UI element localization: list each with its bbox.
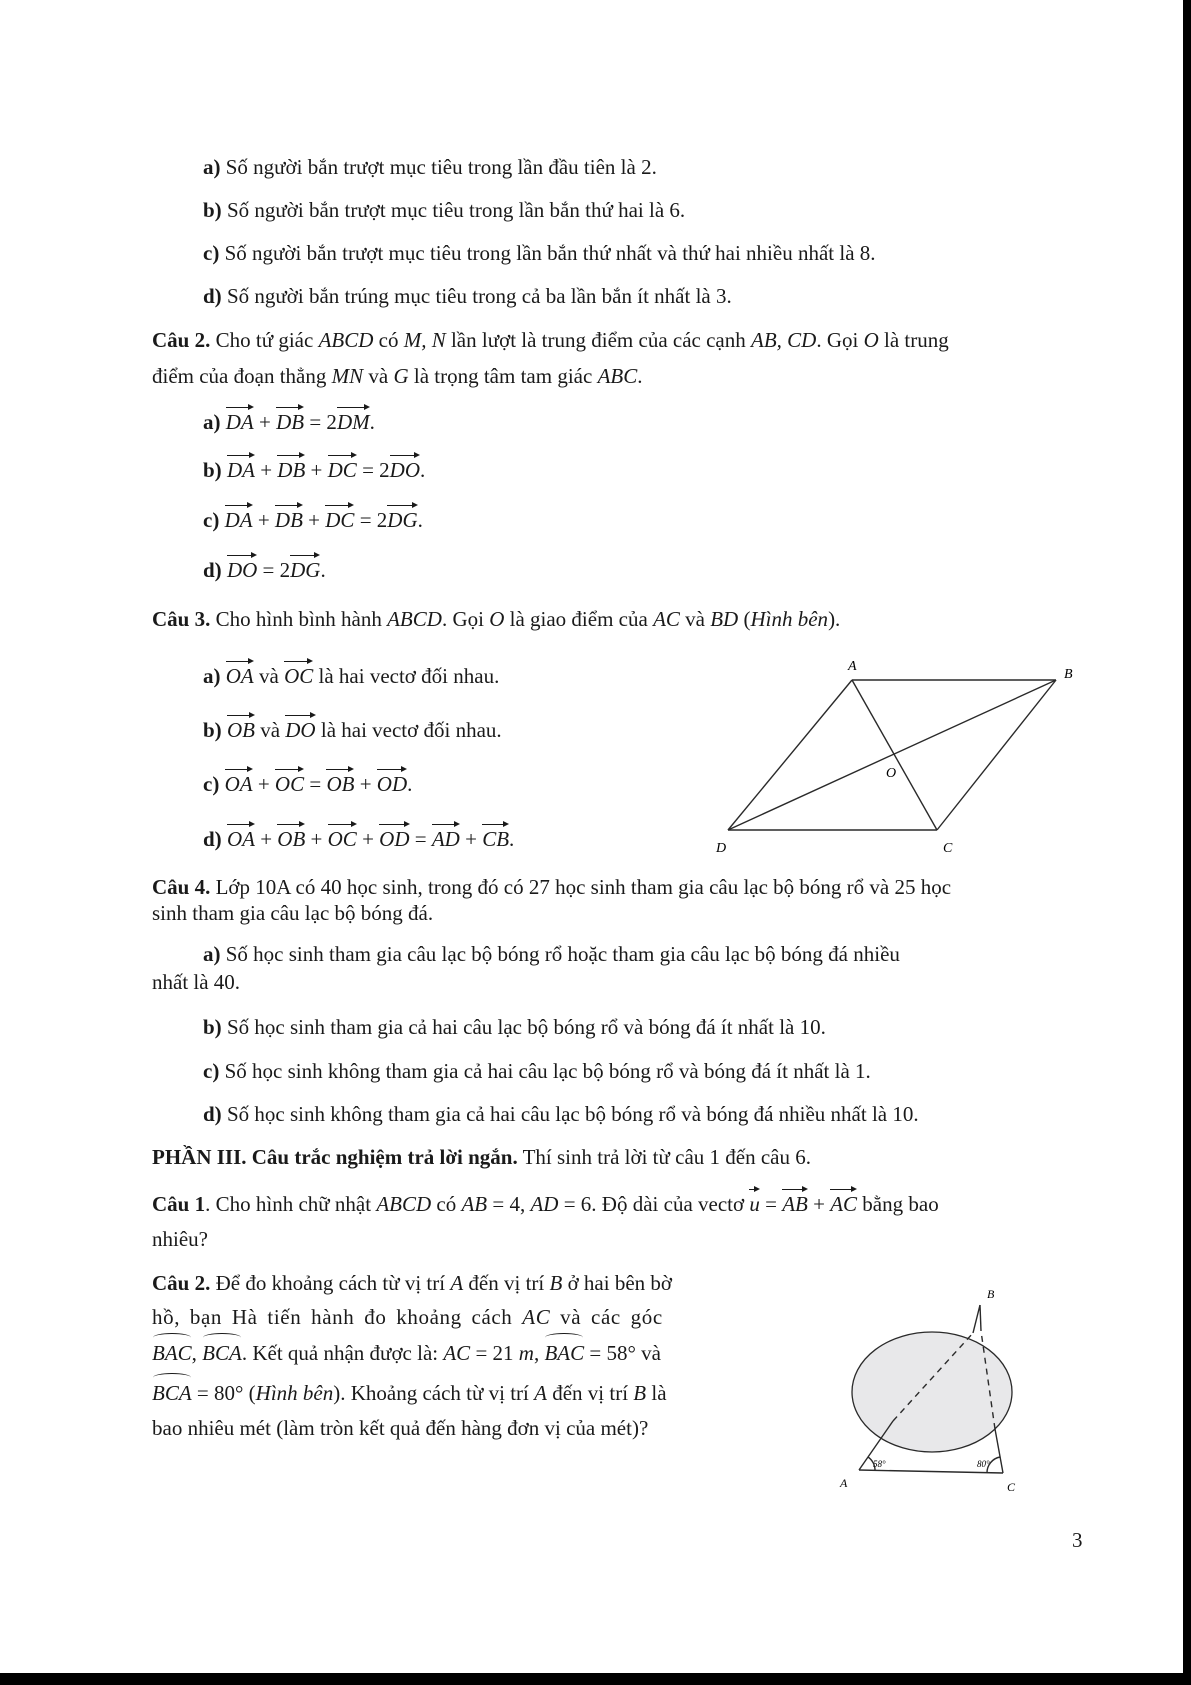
vector: AC bbox=[830, 1187, 857, 1218]
cau3-item-a: a) OA và OC là hai vectơ đối nhau. bbox=[203, 662, 499, 690]
segment-b-top-left bbox=[973, 1305, 980, 1333]
p3-cau2-line5: bao nhiêu mét (làm tròn kết quả đến hàng đơn vị của mét)? bbox=[152, 1416, 649, 1440]
cau4-item-b: b) Số học sinh tham gia cả hai câu lạc bộ bóng rổ và bóng đá ít nhất là 10. bbox=[203, 1015, 826, 1039]
cau2-stem-line1: Câu 2. Cho tứ giác ABCD có M, N lần lượt là trung điểm của các cạnh AB, CD. Gọi O là trung bbox=[152, 328, 949, 352]
angle-arc: BCA bbox=[152, 1375, 192, 1407]
vector: OB bbox=[227, 713, 255, 744]
vector: DG bbox=[290, 553, 320, 584]
lake-ellipse bbox=[852, 1332, 1012, 1452]
q1-item-c: c) Số người bắn trượt mục tiêu trong lần bắn thứ nhất và thứ hai nhiều nhất là 8. bbox=[203, 241, 876, 265]
vertex-label-a: A bbox=[840, 1476, 848, 1490]
vector: DC bbox=[325, 503, 354, 534]
vector: OA bbox=[225, 767, 253, 798]
vector: AD bbox=[432, 822, 460, 853]
vector: OD bbox=[377, 767, 407, 798]
cau2-item-b: b) DA + DB + DC = 2DO. bbox=[203, 456, 425, 484]
vector: OA bbox=[226, 659, 254, 690]
vector: OB bbox=[277, 822, 305, 853]
p3-cau2-line1: Câu 2. Để đo khoảng cách từ vị trí A đến vị trí B ở hai bên bờ bbox=[152, 1271, 673, 1295]
angle-arc: BAC bbox=[544, 1335, 584, 1367]
vertex-label-c: C bbox=[943, 841, 953, 855]
cau4-item-d: d) Số học sinh không tham gia cả hai câu lạc bộ bóng rổ và bóng đá nhiều nhất là 10. bbox=[203, 1102, 919, 1126]
vector: OD bbox=[379, 822, 409, 853]
vector: OC bbox=[284, 659, 313, 690]
p3-cau1-line1: Câu 1. Cho hình chữ nhật ABCD có AB = 4, AD = 6. Độ dài của vectơ u = AB + AC bằng bao bbox=[152, 1190, 939, 1218]
segment-cb-solid bbox=[995, 1429, 1003, 1473]
cau4-item-a-line1: a) Số học sinh tham gia câu lạc bộ bóng rổ hoặc tham gia câu lạc bộ bóng đá nhiều bbox=[203, 942, 900, 966]
vector: DC bbox=[328, 453, 357, 484]
p3-cau2-line3: BAC, BCA. Kết quả nhận được là: AC = 21 m, BAC = 58° và bbox=[152, 1339, 661, 1367]
angle-label-a: 58° bbox=[873, 1459, 886, 1469]
cau2-item-c: c) DA + DB + DC = 2DG. bbox=[203, 506, 423, 534]
cau2-stem-line2: điểm của đoạn thẳng MN và G là trọng tâm tam giác ABC. bbox=[152, 364, 643, 388]
vector: DB bbox=[277, 453, 305, 484]
vector: DO bbox=[285, 713, 315, 744]
vector: DM bbox=[337, 405, 370, 436]
p3-cau1-line2: nhiêu? bbox=[152, 1227, 208, 1251]
cau3-item-d: d) OA + OB + OC + OD = AD + CB. bbox=[203, 825, 514, 853]
cau4-stem-line1: Câu 4. Lớp 10A có 40 học sinh, trong đó có 27 học sinh tham gia câu lạc bộ bóng rổ và 25 học bbox=[152, 875, 952, 899]
vector: CB bbox=[482, 822, 509, 853]
p3-cau2-line2: hồ, bạn Hà tiến hành đo khoảng cách AC và các góc bbox=[152, 1305, 663, 1329]
cau4-stem-line2: sinh tham gia câu lạc bộ bóng đá. bbox=[152, 901, 434, 925]
scan-border-right bbox=[1183, 0, 1191, 1685]
cau4-item-c: c) Số học sinh không tham gia cả hai câu lạc bộ bóng rổ và bóng đá ít nhất là 1. bbox=[203, 1059, 871, 1083]
segment-bc bbox=[937, 680, 1056, 830]
segment-da bbox=[728, 680, 852, 830]
vector: DG bbox=[387, 503, 417, 534]
vector: DA bbox=[227, 453, 255, 484]
vector: DA bbox=[225, 503, 253, 534]
q1-item-b: b) Số người bắn trượt mục tiêu trong lần bắn thứ hai là 6. bbox=[203, 198, 686, 222]
cau3-item-c: c) OA + OC = OB + OD. bbox=[203, 770, 412, 798]
vertex-label-c: C bbox=[1007, 1480, 1016, 1494]
diagonal-bd bbox=[728, 680, 1056, 830]
page-number: 3 bbox=[1072, 1528, 1083, 1552]
vertex-label-d: D bbox=[716, 841, 727, 855]
angle-label-c: 80° bbox=[977, 1459, 990, 1469]
vertex-label-b: B bbox=[987, 1287, 995, 1301]
vector: OC bbox=[275, 767, 304, 798]
vector: DO bbox=[227, 553, 257, 584]
cau3-item-b: b) OB và DO là hai vectơ đối nhau. bbox=[203, 716, 502, 744]
segment-ac bbox=[859, 1470, 1003, 1473]
q1-item-a: a) Số người bắn trượt mục tiêu trong lần đầu tiên là 2. bbox=[203, 155, 657, 179]
cau2-item-d: d) DO = 2DG. bbox=[203, 556, 326, 584]
cau3-stem: Câu 3. Cho hình bình hành ABCD. Gọi O là giao điểm của AC và BD (Hình bên). bbox=[152, 607, 841, 631]
diagonal-ac bbox=[852, 680, 937, 830]
point-label-o: O bbox=[886, 766, 897, 781]
vector: DB bbox=[276, 405, 304, 436]
vector: DB bbox=[275, 503, 303, 534]
vector: OA bbox=[227, 822, 255, 853]
vector: OB bbox=[326, 767, 354, 798]
vertex-label-b: B bbox=[1064, 667, 1073, 682]
vector: AB bbox=[782, 1187, 808, 1218]
cau4-item-a-line2: nhất là 40. bbox=[152, 970, 241, 994]
parallelogram-figure bbox=[700, 655, 1090, 855]
p3-cau2-line4: BCA = 80° (Hình bên). Khoảng cách từ vị trí A đến vị trí B là bbox=[152, 1379, 667, 1407]
vector: DA bbox=[226, 405, 254, 436]
vector: DO bbox=[390, 453, 420, 484]
cau2-item-a: a) DA + DB = 2DM. bbox=[203, 408, 375, 436]
segment-b-top-right bbox=[980, 1305, 981, 1331]
lake-triangle-figure bbox=[835, 1285, 1035, 1500]
scan-border-bottom bbox=[0, 1673, 1191, 1685]
vertex-label-a: A bbox=[848, 659, 857, 674]
angle-arc: BCA bbox=[202, 1335, 242, 1367]
section-heading-phan-3: PHẦN III. Câu trắc nghiệm trả lời ngắn. Thí sinh trả lời từ câu 1 đến câu 6. bbox=[152, 1145, 812, 1169]
vector: OC bbox=[328, 822, 357, 853]
angle-arc: BAC bbox=[152, 1335, 192, 1367]
vector: u bbox=[749, 1187, 760, 1218]
q1-item-d: d) Số người bắn trúng mục tiêu trong cả ba lần bắn ít nhất là 3. bbox=[203, 284, 732, 308]
